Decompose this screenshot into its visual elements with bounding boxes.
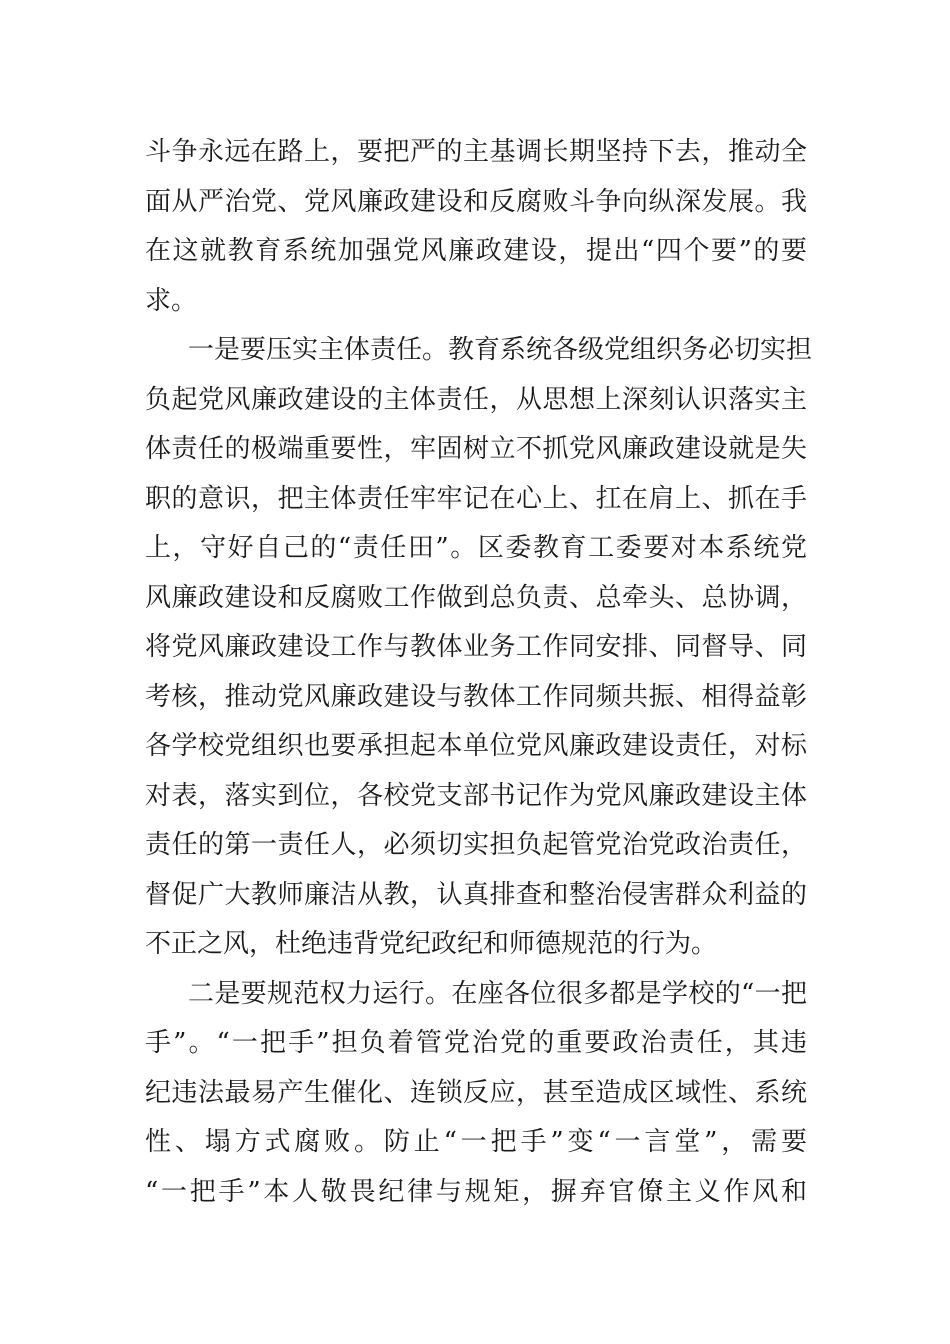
- text-line: 各学校党组织也要承担起本单位党风廉政建设责任，对标: [145, 731, 807, 761]
- text-line: 将党风廉政建设工作与教体业务工作同安排、同督导、同: [145, 632, 807, 662]
- text-line: 在这就教育系统加强党风廉政建设，提出“四个要”的要: [145, 236, 807, 266]
- text-line: 职的意识，把主体责任牢牢记在心上、扛在肩上、抓在手: [145, 483, 807, 514]
- text-line: 面从严治党、党风廉政建设和反腐败斗争向纵深发展。我: [145, 186, 807, 217]
- document-body: [145, 128, 813, 1217]
- paragraph-2: [145, 970, 807, 1218]
- text-line: 责任的第一责任人，必须切实担负起管党治党政治责任，: [145, 830, 807, 860]
- text-line: 上，守好自己的“责任田”。区委教育工委要对本系统党: [145, 533, 807, 563]
- text-line: 性、塌方式腐败。防止“一把手”变“一言堂”，需要: [145, 1127, 807, 1157]
- text-line: 负起党风廉政建设的主体责任，从思想上深刻认识落实主: [145, 384, 807, 415]
- paragraph-1: [145, 326, 813, 970]
- text-line: 斗争永远在路上，要把严的主基调长期坚持下去，推动全: [145, 137, 807, 167]
- text-line: 一是要压实主体责任。教育系统各级党组织务必切实担: [188, 335, 813, 365]
- text-line: 不正之风，杜绝违背党纪政纪和师德规范的行为。: [145, 929, 718, 959]
- text-line: 体责任的极端重要性，牢固树立不抓党风廉政建设就是失: [145, 434, 807, 464]
- text-line: 二是要规范权力运行。在座各位很多都是学校的“一把: [188, 978, 807, 1009]
- text-line: 对表，落实到位，各校党支部书记作为党风廉政建设主体: [145, 780, 807, 811]
- text-line: 考核，推动党风廉政建设与教体工作同频共振、相得益彰: [145, 681, 807, 712]
- text-line: “一把手”本人敬畏纪律与规矩，摒弃官僚主义作风和: [145, 1176, 807, 1207]
- text-line: 求。: [145, 285, 198, 316]
- text-line: 风廉政建设和反腐败工作做到总负责、总牵头、总协调，: [145, 582, 807, 613]
- text-line: 纪违法最易产生催化、连锁反应，甚至造成区域性、系统: [145, 1077, 807, 1108]
- text-line: 督促广大教师廉洁从教，认真排查和整治侵害群众利益的: [145, 879, 807, 910]
- paragraph-0: [145, 128, 807, 326]
- text-line: 手”。“一把手”担负着管党治党的重要政治责任，其违: [145, 1028, 807, 1058]
